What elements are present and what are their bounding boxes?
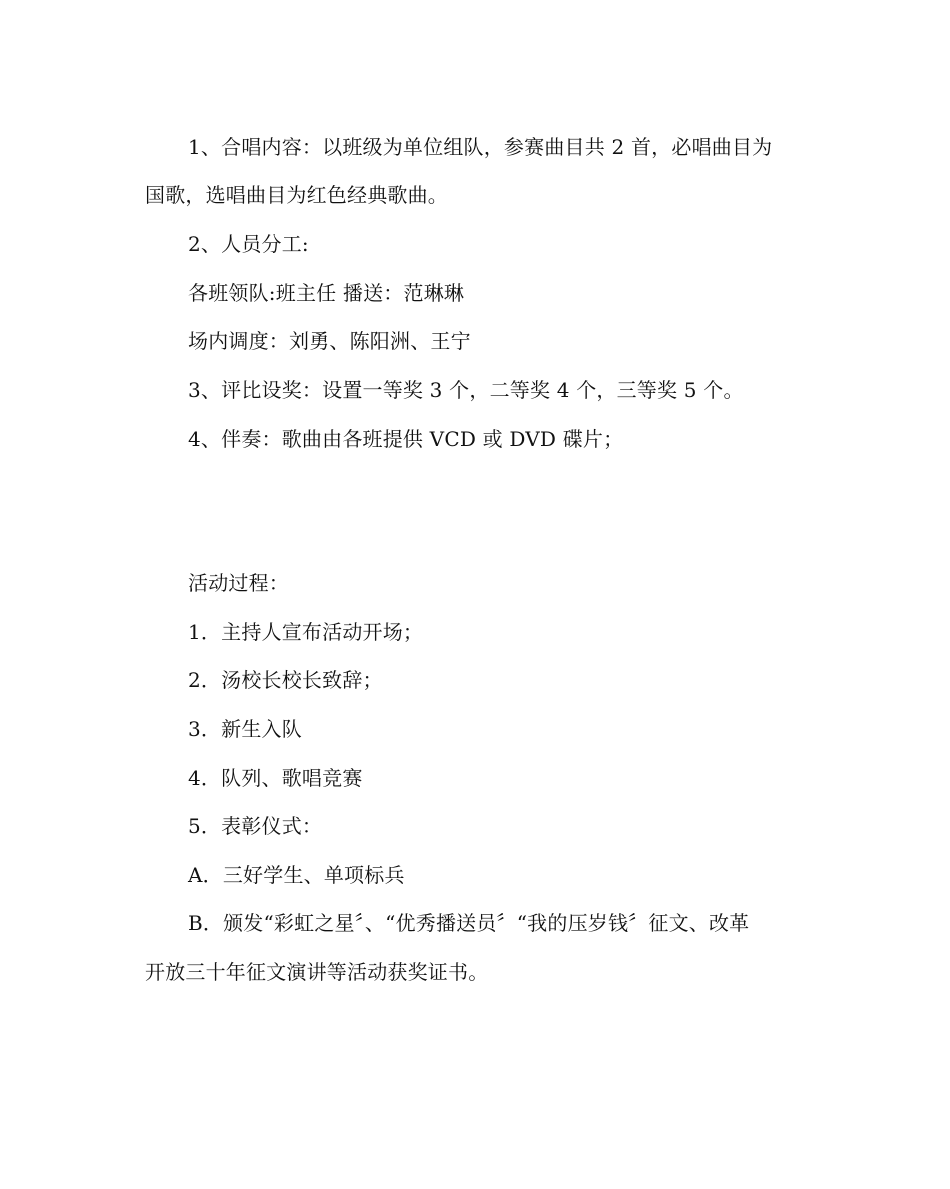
item3-awards: 3、评比设奖：设置一等奖 3 个，二等奖 4 个，三等奖 5 个。 — [188, 378, 744, 402]
item1-line2: 国歌，选唱曲目为红色经典歌曲。 — [145, 183, 448, 207]
step-1: 1．主持人宣布活动开场； — [188, 620, 424, 644]
step-a: A．三好学生、单项标兵 — [188, 863, 405, 887]
item1-line1: 1、合唱内容：以班级为单位组队，参赛曲目共 2 首，必唱曲目为 — [188, 135, 773, 159]
step-b-line2: 开放三十年征文演讲等活动获奖证书。 — [145, 960, 489, 984]
item4-accompaniment: 4、伴奏：歌曲由各班提供 VCD 或 DVD 碟片； — [188, 427, 624, 451]
staff-line2: 场内调度：刘勇、陈阳洲、王宁 — [188, 329, 471, 353]
staff-line1: 各班领队:班主任 播送：范琳琳 — [188, 281, 465, 305]
step-b-line1: B．颁发“彩虹之星〞、“优秀播送员〞“我的压岁钱〞征文、改革 — [188, 911, 750, 935]
step-3: 3．新生入队 — [188, 717, 302, 741]
process-heading: 活动过程： — [188, 571, 289, 595]
step-5: 5．表彰仪式： — [188, 814, 323, 838]
step-2: 2．汤校长校长致辞； — [188, 668, 383, 692]
item2-heading: 2、人员分工: — [188, 232, 309, 256]
step-4: 4．队列、歌唱竞赛 — [188, 766, 363, 790]
